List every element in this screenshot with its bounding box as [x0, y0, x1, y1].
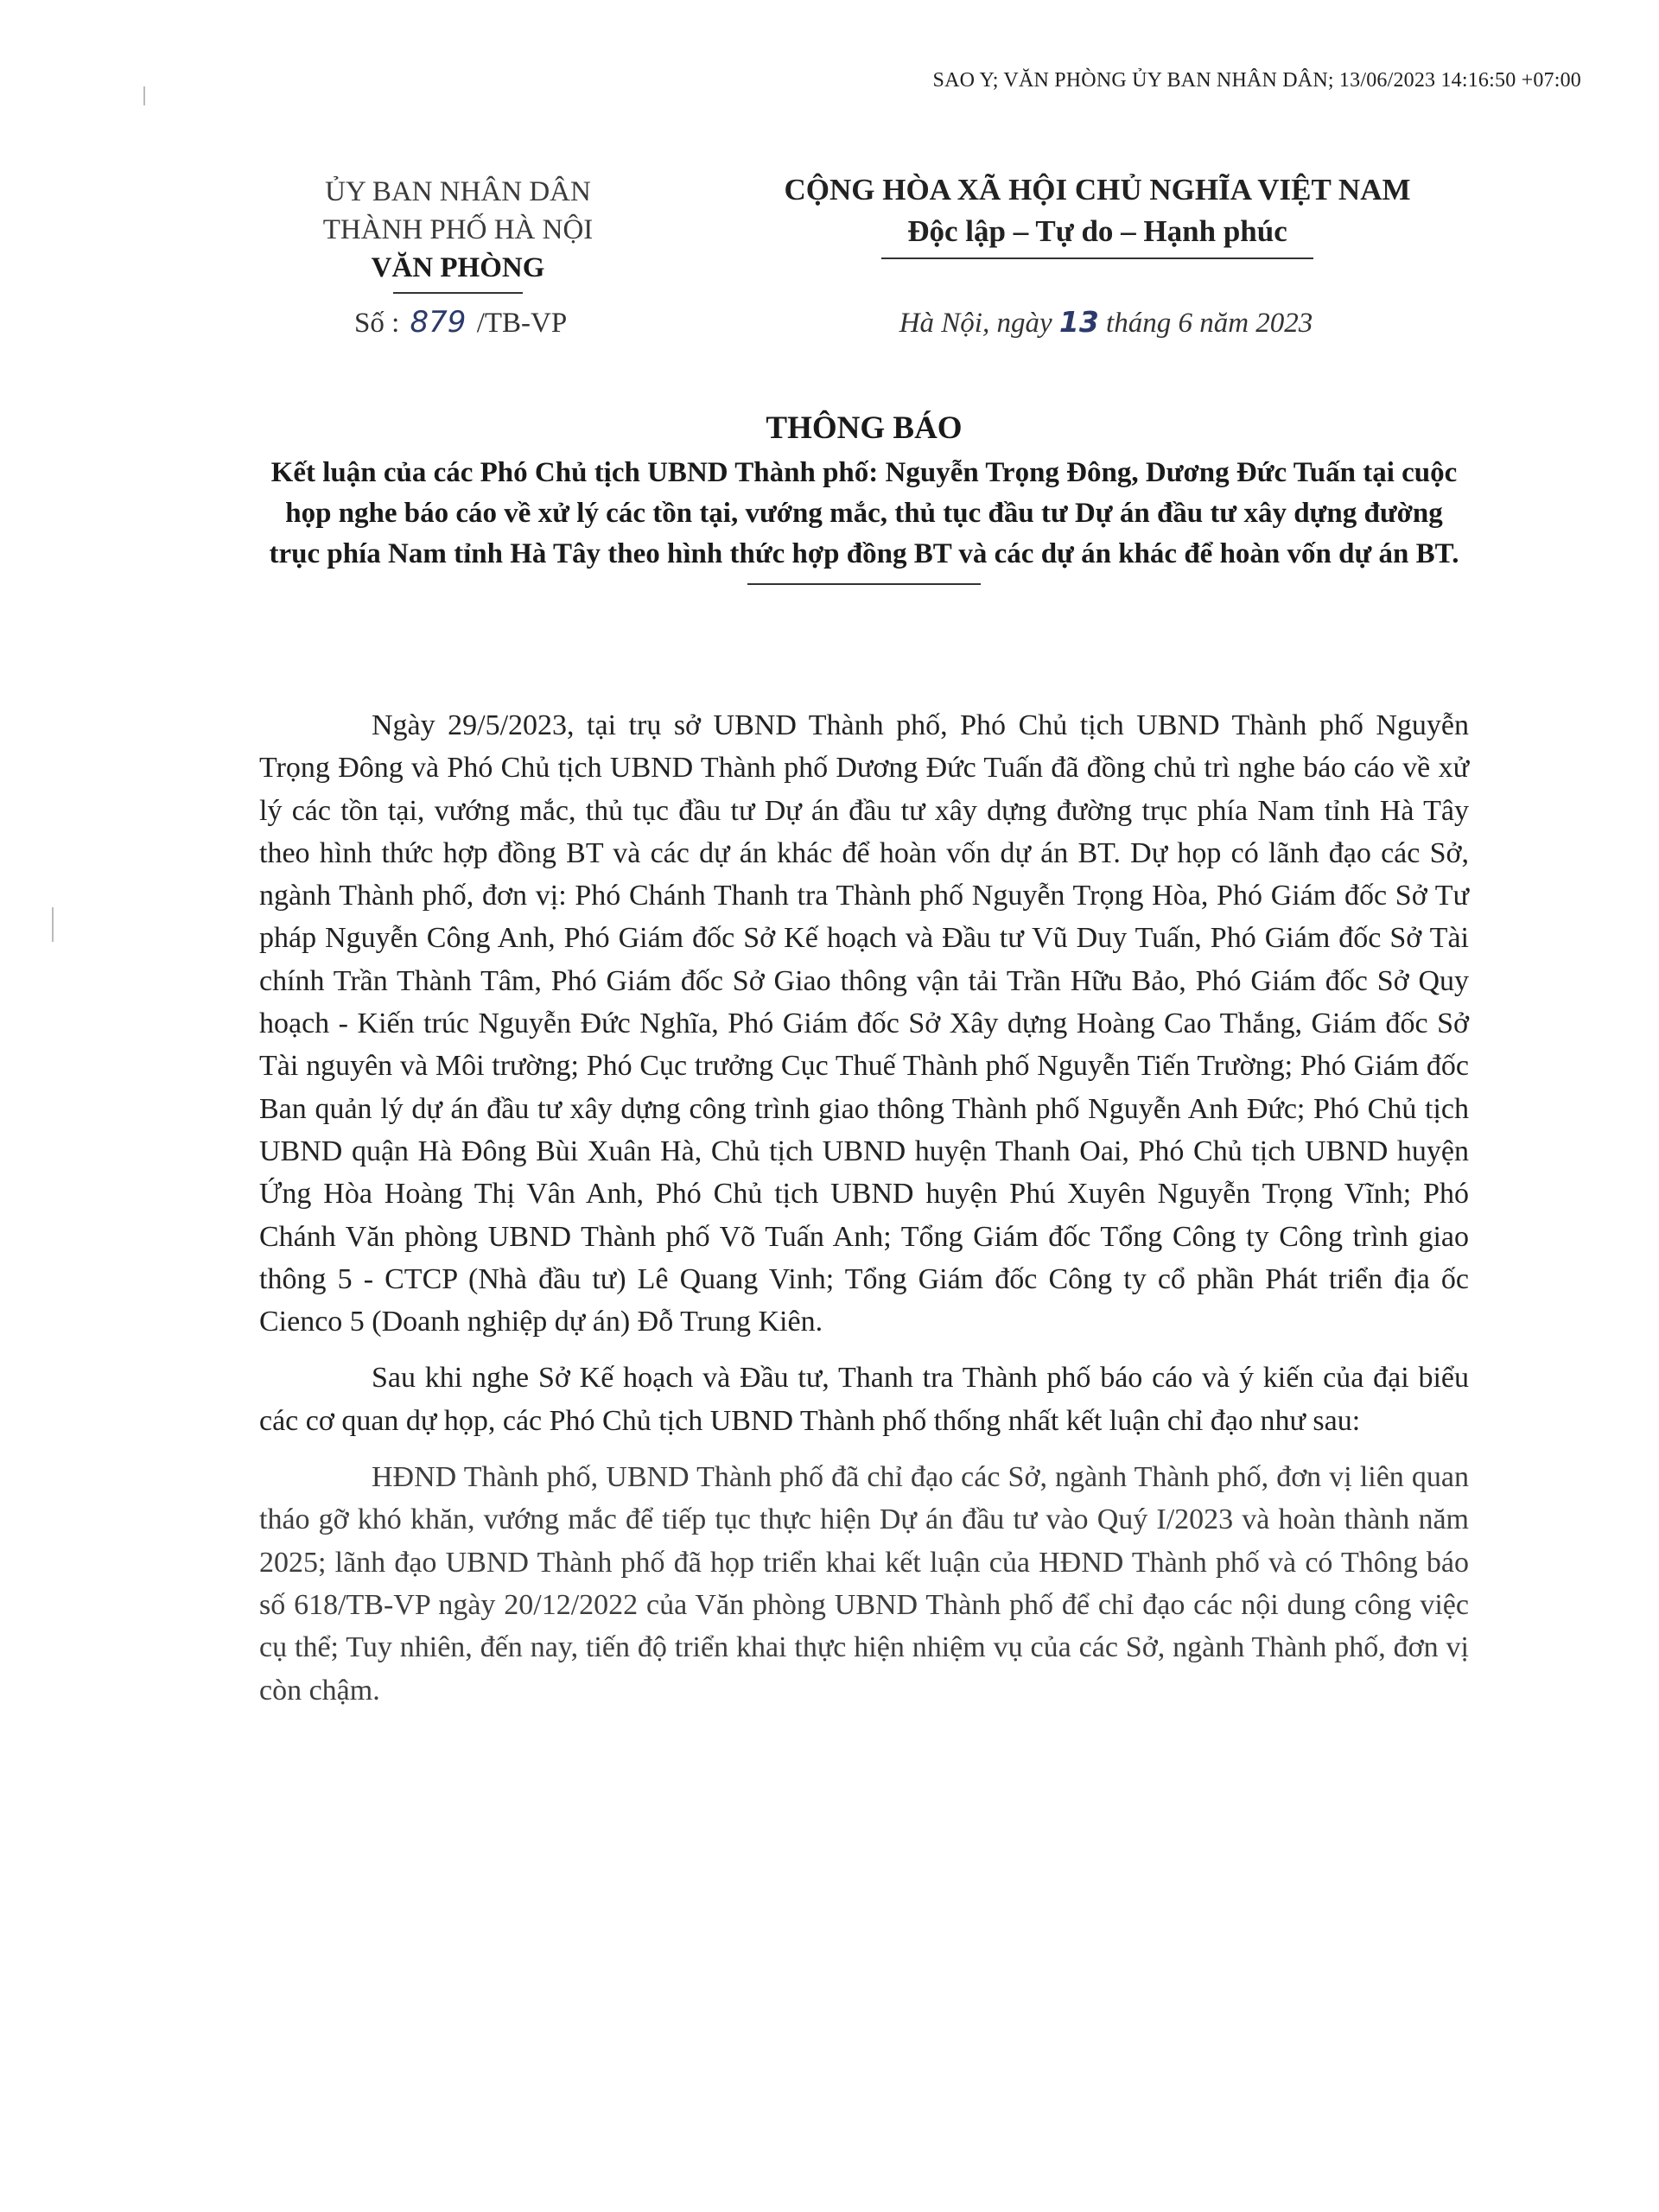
issuer-divider: [393, 292, 523, 294]
motto-line-2: Độc lập – Tự do – Hạnh phúc: [907, 214, 1287, 248]
document-number: [354, 305, 567, 340]
scan-mark: [143, 86, 145, 105]
paragraph: HĐND Thành phố, UBND Thành phố đã chỉ đạo các Sở, ngành Thành phố, đơn vị liên quan tháo gỡ khó khăn, vướng mắc để tiếp tục thực hiện Dự án đầu tư vào Quý I/2023 và hoàn thành năm 2025; lãnh đạo UBND Thành phố đã họp triển khai kết luận của HĐND Thành phố và có Thông báo số 618/TB-VP ngày 20/12/2022 của Văn phòng UBND Thành phố để chỉ đạo các nội dung công việc cụ thể; Tuy nhiên, đến nay, tiến độ triển khai thực hiện nhiệm vụ của các Sở, ngành Thành phố, đơn vị còn chậm.: [259, 1461, 1469, 1707]
issuer-line-3: VĂN PHÒNG: [371, 252, 545, 283]
notice-title: THÔNG BÁO: [766, 410, 963, 446]
issuer-block: [259, 173, 657, 294]
document-body: [259, 704, 1469, 1726]
date-line: [817, 305, 1395, 340]
issuer-line-1: ỦY BAN NHÂN DÂN: [325, 176, 591, 207]
heading-divider: [747, 583, 981, 585]
number-label: Số :: [354, 308, 400, 339]
number-suffix: /TB-VP: [476, 308, 568, 339]
number-handwritten: 879: [410, 305, 467, 340]
motto-divider: [881, 257, 1313, 259]
scan-mark: [52, 907, 54, 942]
motto-line-1: CỘNG HÒA XÃ HỘI CHỦ NGHĨA VIỆT NAM: [784, 173, 1411, 207]
notice-subtitle: Kết luận của các Phó Chủ tịch UBND Thành phố: Nguyễn Trọng Đông, Dương Đức Tuấn tại cuộc họp nghe báo cáo về xử lý các tồn tại, vướng mắc, thủ tục đầu tư Dự án đầu tư xây dựng đường trục phía Nam tỉnh Hà Tây theo hình thức hợp đồng BT và các dự án khác để hoàn vốn dự án BT.: [269, 457, 1459, 569]
date-suffix: tháng 6 năm 2023: [1106, 308, 1313, 339]
date-prefix: Hà Nội, ngày: [899, 308, 1052, 339]
national-motto: [709, 169, 1486, 259]
paragraph: Ngày 29/5/2023, tại trụ sở UBND Thành phố, Phó Chủ tịch UBND Thành phố Nguyễn Trọng Đông và Phó Chủ tịch UBND Thành phố Dương Đức Tuấn đã đồng chủ trì nghe báo cáo về xử lý các tồn tại, vướng mắc, thủ tục đầu tư Dự án đầu tư xây dựng đường trục phía Nam tỉnh Hà Tây theo hình thức hợp đồng BT và các dự án khác để hoàn vốn dự án BT. Dự họp có lãnh đạo các Sở, ngành Thành phố, đơn vị: Phó Chánh Thanh tra Thành phố Nguyễn Trọng Hòa, Phó Giám đốc Sở Tư pháp Nguyễn Công Anh, Phó Giám đốc Sở Kế hoạch và Đầu tư Vũ Duy Tuấn, Phó Giám đốc Sở Tài chính Trần Thành Tâm, Phó Giám đốc Sở Giao thông vận tải Trần Hữu Bảo, Phó Giám đốc Sở Quy hoạch - Kiến trúc Nguyễn Đức Nghĩa, Phó Giám đốc Sở Xây dựng Hoàng Cao Thắng, Giám đốc Sở Tài nguyên và Môi trường; Phó Cục trưởng Cục Thuế Thành phố Nguyễn Tiến Trường; Phó Giám đốc Ban quản lý dự án đầu tư xây dựng công trình giao thông Thành phố Nguyễn Anh Đức; Phó Chủ tịch UBND quận Hà Đông Bùi Xuân Hà, Chủ tịch UBND huyện Thanh Oai, Phó Chủ tịch UBND huyện Ứng Hòa Hoàng Thị Vân Anh, Phó Chủ tịch UBND huyện Phú Xuyên Nguyễn Trọng Vĩnh; Phó Chánh Văn phòng UBND Thành phố Võ Tuấn Anh; Tổng Giám đốc Tổng Công ty Công trình giao thông 5 - CTCP (Nhà đầu tư) Lê Quang Vinh; Tổng Giám đốc Công ty cổ phần Phát triển địa ốc Cienco 5 (Doanh nghiệp dự án) Đỗ Trung Kiên.: [259, 709, 1469, 1338]
date-day-handwritten: 13: [1058, 305, 1099, 339]
copy-stamp: SAO Y; VĂN PHÒNG ỦY BAN NHÂN DÂN; 13/06/2023 14:16:50 +07:00: [932, 69, 1581, 92]
notice-heading: [259, 406, 1469, 585]
issuer-line-2: THÀNH PHỐ HÀ NỘI: [322, 214, 594, 245]
paragraph: Sau khi nghe Sở Kế hoạch và Đầu tư, Thanh tra Thành phố báo cáo và ý kiến của đại biểu các cơ quan dự họp, các Phó Chủ tịch UBND Thành phố thống nhất kết luận chỉ đạo như sau:: [259, 1362, 1469, 1437]
